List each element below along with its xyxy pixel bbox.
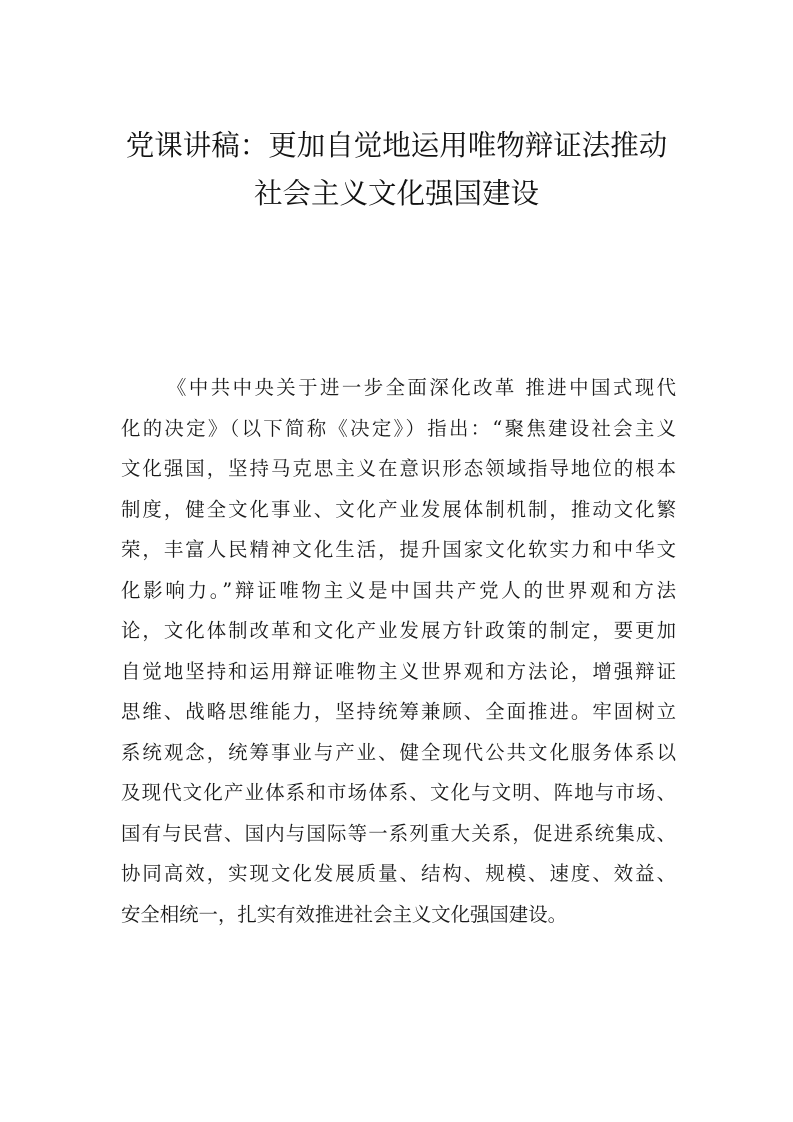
paragraph-line: 及现代文化产业体系和市场体系、文化与文明、阵地与市场、 [121,781,676,804]
document-title [100,122,693,218]
paragraph-line: 化影响力。”辩证唯物主义是中国共产党人的世界观和方法 [121,578,676,602]
paragraph-line: 自觉地坚持和运用辩证唯物主义世界观和方法论，增强辩证 [121,659,676,683]
paragraph-line: 文化强国，坚持马克思主义在意识形态领域指导地位的根本 [121,457,676,480]
paragraph-line: 国有与民营、国内与国际等一系列重大关系，促进系统集成、 [121,821,676,845]
paragraph-line: 化的决定》（以下简称《决定》）指出：“聚焦建设社会主义 [121,416,676,440]
paragraph-line: 安全相统一，扎实有效推进社会主义文化强国建设。 [121,902,567,926]
title-line: 社会主义文化强国建设 [253,177,539,210]
paragraph-line: 思维、战略思维能力，坚持统筹兼顾、全面推进。牢固树立 [121,700,676,723]
paragraph-line: 制度，健全文化事业、文化产业发展体制机制，推动文化繁 [121,497,676,521]
body-paragraph [121,368,676,935]
title-line: 党课讲稿：更加自觉地运用唯物辩证法推动 [125,129,668,162]
paragraph-line: 《中共中央关于进一步全面深化改革 推进中国式现代 [167,376,676,399]
paragraph-line: 荣，丰富人民精神文化生活，提升国家文化软实力和中华文 [121,538,676,561]
paragraph-line: 协同高效，实现文化发展质量、结构、规模、速度、效益、 [121,862,676,885]
paragraph-line: 论，文化体制改革和文化产业发展方针政策的制定，要更加 [121,619,676,642]
paragraph-line: 系统观念，统筹事业与产业、健全现代公共文化服务体系以 [121,740,676,764]
